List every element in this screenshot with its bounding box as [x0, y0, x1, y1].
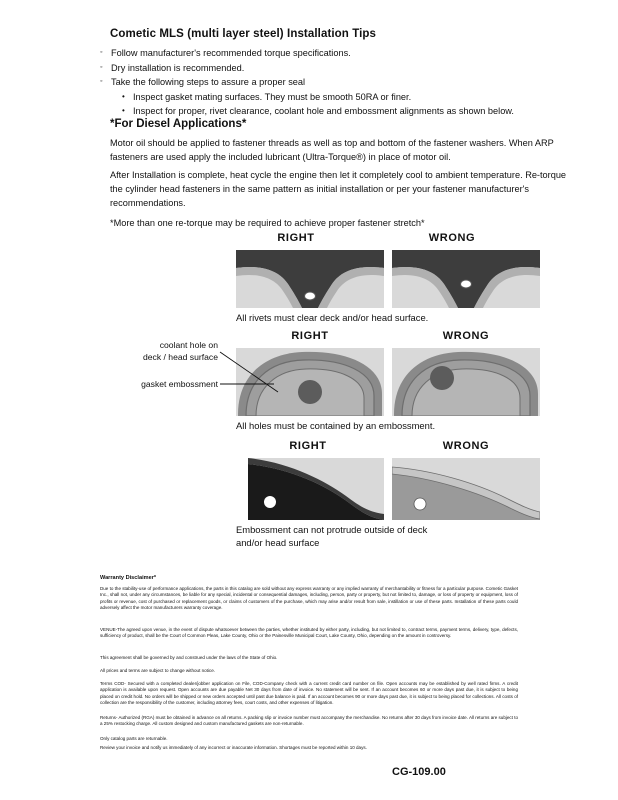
list-item-label: Follow manufacturer's recommended torque specifications.	[111, 48, 351, 58]
dot-bullet-icon: •	[122, 106, 125, 115]
warranty-paragraph-4: All prices and terms are subject to change without notice.	[100, 668, 215, 673]
list-item-label: Inspect gasket mating surfaces. They must be smooth 50RA or finer.	[133, 91, 412, 102]
figure3-wrong-label: WRONG	[442, 440, 490, 452]
figure3-right-panel	[248, 458, 384, 520]
figure3-caption	[236, 524, 576, 549]
figure2-wrong-illustration	[392, 348, 540, 416]
list-item-label: Inspect for proper, rivet clearance, coolant hole and embossment alignments as shown below.	[133, 106, 514, 116]
annotation-coolant-hole-line1: coolant hole on	[159, 340, 218, 350]
figure1-right-illustration	[236, 250, 384, 308]
figure3-wrong-panel	[392, 458, 540, 520]
warranty-paragraph-1: Due to the stability-use of performance applications, the parts in this catalog are sold without any express warranty or any implied warranty of merchantability or fitness for a particular purpose. Cometic Gasket Inc., shall not, under any circumstances, be liable for any special, incidental or consequential damages, including, person, party or property, but not limited to, damage, or loss of property or equipment, loss of profits or revenue, cost of purchased or replacement goods, or claims of customers of the purchase, which may arise and/or result from sale, instillation or use of these parts. Installation of these parts could adversely affect the motor manufacturers warranty coverage.	[100, 586, 519, 611]
list-item	[100, 46, 570, 61]
dot-bullet-icon: •	[122, 91, 125, 101]
warranty-paragraph-6: Returns- Authorized (RGA) must be obtained in advance on all returns. A packing slip or invoice number must accompany the merchandise. No returns after 30 days from invoice date. All returns are subject to a 25% restocking charge. All custom designed and custom manufactured gaskets are non-returnable.	[100, 715, 518, 727]
diesel-note: *More than one re-torque may be required to achieve proper fastener stretch*	[110, 218, 425, 228]
list-item	[122, 90, 570, 105]
installation-tips-list	[100, 46, 570, 119]
circle-bullet-icon: ◦	[100, 49, 103, 56]
figure3-right-label: RIGHT	[289, 440, 327, 452]
warranty-paragraph-5: Terms COD- Secured with a completed dealer/jobber application on File, COD-Company check with a current credit card number on file. Open accounts may be established by well rated firms. A credit application is available upon request. Open accounts are due payable Net 30 days from date of invoice. No statement will be sent. If an account becomes 60 or more days past due, it is subject to being placed on credit hold. No orders will be shipped or new orders accepted until past due balance is paid. If an account becomes 90 or more days past due, it is subject to being placed for collections. All costs of collection are the responsibility of the customer, including attorney fees, court costs, and other expenses of litigation.	[100, 681, 518, 706]
list-item	[100, 61, 570, 76]
figure1-caption: All rivets must clear deck and/or head surface.	[236, 312, 429, 323]
list-item	[100, 75, 570, 90]
warranty-paragraph-7: Only catalog parts are returnable.	[100, 736, 168, 741]
figure2-wrong-panel	[392, 348, 540, 416]
annotation-coolant-hole	[88, 340, 218, 363]
diesel-section-heading: *For Diesel Applications*	[110, 118, 247, 130]
circle-bullet-icon: ◦	[100, 78, 103, 85]
figure1-right-label: RIGHT	[277, 232, 315, 244]
diesel-paragraph-1: Motor oil should be applied to fastener threads as well as top and bottom of the fastener washers. When ARP fasteners are used apply the included lubricant (Ultra-Torque®) in place of motor oil.	[110, 138, 554, 163]
diesel-paragraph-2: After Installation is complete, heat cycle the engine then let it completely cool to ambient temperature. Re-torque the cylinder head fasteners in the same pattern as initial installation or per your fastener manufacturer's recommendations.	[110, 170, 567, 209]
figure3-right-illustration	[248, 458, 384, 520]
figure1-wrong-illustration	[392, 250, 540, 308]
list-item	[122, 104, 570, 119]
figure1-wrong-label: WRONG	[428, 232, 476, 244]
warranty-paragraph-2: VENUE-The agreed upon venue, in the event of dispute whatsoever between the parties, whether instituted by either party, including, but not limited to, contract terms, payment terms, delivery, type, defects, sufficiency of product, shall be the Court of Common Pleas, Lake County, Ohio or the Painesville Municipal Court, Lake County, Ohio, depending on the amount in controversy.	[100, 627, 518, 639]
figure2-wrong-label: WRONG	[442, 330, 490, 342]
annotation-gasket-embossment: gasket embossment	[141, 379, 218, 389]
warranty-paragraph-3: This agreement shall be governed by and construed under the laws of the State of Ohio.	[100, 655, 278, 660]
figure2-caption: All holes must be contained by an embossment.	[236, 420, 436, 431]
figure1-right-panel	[236, 250, 384, 308]
warranty-paragraph-8: Review your invoice and notify us immediately of any incorrect or inaccurate information. Shortages must be reported within 10 days.	[100, 745, 367, 750]
annotation-coolant-hole-line2: deck / head surface	[142, 351, 218, 362]
figure3-caption-line2: and/or head surface	[236, 536, 320, 548]
list-item-label: Take the following steps to assure a proper seal	[111, 77, 306, 87]
warranty-title: Warranty Disclaimer*	[100, 575, 157, 581]
figure3-caption-line1: Embossment can not protrude outside of deck	[236, 524, 428, 535]
figure2-right-label: RIGHT	[291, 330, 329, 342]
figure3-wrong-illustration	[392, 458, 540, 520]
list-item-label: Dry installation is recommended.	[111, 62, 245, 73]
circle-bullet-icon: ◦	[100, 63, 103, 71]
annotation-leader-lines	[216, 338, 316, 408]
page-title: Cometic MLS (multi layer steel) Installation Tips	[110, 28, 377, 40]
figure1-wrong-panel	[392, 250, 540, 308]
document-number: CG-109.00	[392, 766, 446, 778]
